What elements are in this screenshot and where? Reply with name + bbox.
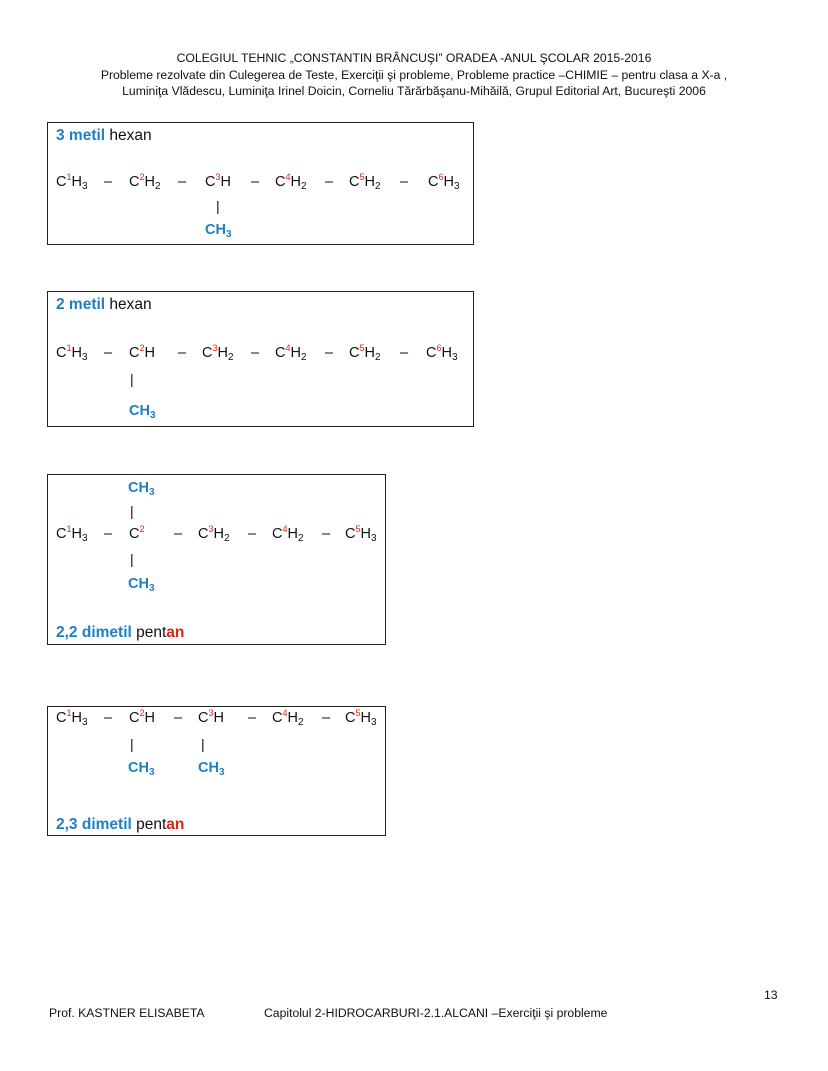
bond-dash: – [400,345,409,361]
bond-vertical: | [201,736,205,752]
carbon-atom: $C^1H_3$ [56,172,88,192]
carbon-atom: $C^3H_2$ [202,343,234,363]
carbon-atom: $C^5H_3$ [345,524,377,544]
carbon-atom: $C^3H$ [198,708,224,726]
page-number: 13 [764,988,778,1002]
carbon-atom: $C^3H$ [205,172,231,190]
carbon-atom: $C^5H_2$ [349,343,381,363]
bond-dash: – [174,710,183,726]
bond-dash: – [400,174,409,190]
compound-name: 2,2 dimetil pentan [56,624,185,641]
carbon-atom: $C^5H_2$ [349,172,381,192]
carbon-atom: $C^2H$ [129,708,155,726]
compound-name: 2 metil hexan [56,296,152,313]
bond-vertical: | [130,371,134,387]
bond-dash: – [104,526,113,542]
methyl-group: $CH_3$ [198,760,225,778]
carbon-atom: $C^1H_3$ [56,524,88,544]
carbon-atom: $C^2H$ [129,343,155,361]
structure-box-2-2-dimethylpentane [47,474,386,645]
bond-dash: – [251,174,260,190]
carbon-atom: $C^4H_2$ [272,524,304,544]
bond-dash: – [325,174,334,190]
carbon-atom: $C^2$ [129,524,145,542]
header-authors: Luminiţa Vlădescu, Luminiţa Irinel Doicin, Corneliu Tărărbăşanu-Mihăilă, Grupul Editorial Art, Bucureşti 2006 [122,84,706,98]
bond-dash: – [251,345,260,361]
carbon-atom: $C^4H_2$ [272,708,304,728]
carbon-atom: $C^3H_2$ [198,524,230,544]
bond-dash: – [248,710,257,726]
header-source: Probleme rezolvate din Culegerea de Teste, Exerciţii şi probleme, Probleme practice –CHIMIE – pentru clasa a X-a , [100,67,728,82]
carbon-atom: $C^6H_3$ [428,172,460,192]
footer-author: Prof. KASTNER ELISABETA [49,1006,205,1020]
methyl-group: $CH_3$ [128,576,155,594]
footer-chapter: Capitolul 2-HIDROCARBURI-2.1.ALCANI –Exerciţii şi probleme [264,1006,608,1020]
bond-vertical: | [130,503,134,519]
methyl-group: $CH_3$ [128,480,155,498]
bond-vertical: | [216,198,220,214]
carbon-atom: $C^1H_3$ [56,708,88,728]
methyl-group: $CH_3$ [128,760,155,778]
bond-vertical: | [130,736,134,752]
bond-dash: – [178,174,187,190]
carbon-atom: $C^6H_3$ [426,343,458,363]
carbon-atom: $C^1H_3$ [56,343,88,363]
bond-dash: – [104,345,113,361]
carbon-atom: $C^4H_2$ [275,343,307,363]
carbon-atom: $C^2H_2$ [129,172,161,192]
bond-vertical: | [130,551,134,567]
carbon-atom: $C^5H_3$ [345,708,377,728]
bond-dash: – [174,526,183,542]
bond-dash: – [322,710,331,726]
bond-dash: – [178,345,187,361]
methyl-group: $CH_3$ [205,222,232,240]
bond-dash: – [104,710,113,726]
bond-dash: – [248,526,257,542]
bond-dash: – [325,345,334,361]
methyl-group: $CH_3$ [129,403,156,421]
compound-name: 3 metil hexan [56,127,152,144]
compound-name: 2,3 dimetil pentan [56,816,185,833]
page-header [0,50,828,100]
carbon-atom: $C^4H_2$ [275,172,307,192]
bond-dash: – [104,174,113,190]
bond-dash: – [322,526,331,542]
header-school: COLEGIUL TEHNIC „CONSTANTIN BRÂNCUŞI” ORADEA -ANUL ŞCOLAR 2015-2016 [176,51,652,65]
